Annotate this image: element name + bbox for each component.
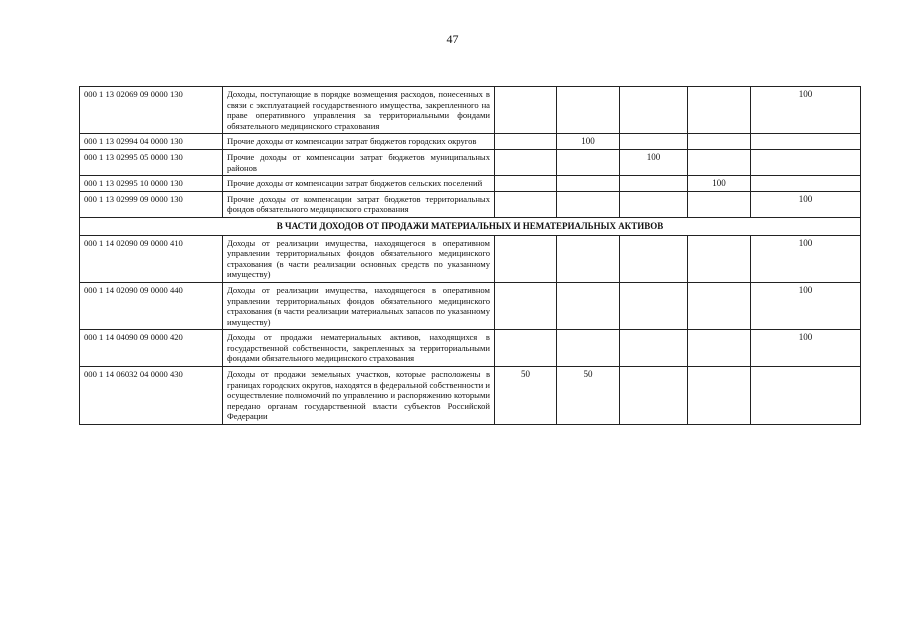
section-heading-row: [80, 217, 861, 235]
share-col-3: [620, 330, 688, 367]
kbk-code: 000 1 14 02090 09 0000 410: [80, 235, 223, 282]
share-col-2: [557, 282, 620, 329]
share-col-2: [557, 87, 620, 134]
income-description: Прочие доходы от компенсации затрат бюджетов городских округов: [223, 134, 495, 150]
kbk-code: 000 1 13 02994 04 0000 130: [80, 134, 223, 150]
table-row: [80, 191, 861, 217]
share-col-3: [620, 176, 688, 192]
share-col-2: 100: [557, 134, 620, 150]
share-col-4: [688, 87, 751, 134]
share-col-1: [495, 330, 557, 367]
share-col-3: [620, 87, 688, 134]
income-description: Прочие доходы от компенсации затрат бюджетов муниципальных районов: [223, 149, 495, 175]
income-description: Доходы от реализации имущества, находящегося в оперативном управлении территориальных фондов обязательного медицинского страхования (в части реализации основных средств по указанному имуществу): [223, 235, 495, 282]
share-col-1: [495, 235, 557, 282]
share-col-2: [557, 330, 620, 367]
page-number: 47: [446, 32, 459, 46]
share-col-1: [495, 149, 557, 175]
kbk-code: 000 1 14 04090 09 0000 420: [80, 330, 223, 367]
share-col-2: [557, 191, 620, 217]
share-col-3: [620, 191, 688, 217]
share-col-4: [688, 367, 751, 425]
share-col-5: 100: [751, 87, 861, 134]
kbk-code: 000 1 13 02995 10 0000 130: [80, 176, 223, 192]
share-col-2: [557, 235, 620, 282]
share-col-4: [688, 191, 751, 217]
section-heading: В ЧАСТИ ДОХОДОВ ОТ ПРОДАЖИ МАТЕРИАЛЬНЫХ И НЕМАТЕРИАЛЬНЫХ АКТИВОВ: [80, 217, 861, 235]
share-col-2: 50: [557, 367, 620, 425]
income-description: Прочие доходы от компенсации затрат бюджетов сельских поселений: [223, 176, 495, 192]
share-col-1: [495, 87, 557, 134]
share-col-3: [620, 367, 688, 425]
share-col-3: [620, 235, 688, 282]
kbk-code: 000 1 14 06032 04 0000 430: [80, 367, 223, 425]
share-col-2: [557, 176, 620, 192]
share-col-3: 100: [620, 149, 688, 175]
share-col-3: [620, 282, 688, 329]
income-description: Доходы от реализации имущества, находящегося в оперативном управлении территориальных фондов обязательного медицинского страхования (в части реализации материальных запасов по указанному имуществу): [223, 282, 495, 329]
kbk-code: 000 1 14 02090 09 0000 440: [80, 282, 223, 329]
share-col-5: [751, 367, 861, 425]
table-row: [80, 149, 861, 175]
kbk-code: 000 1 13 02995 05 0000 130: [80, 149, 223, 175]
share-col-4: [688, 282, 751, 329]
share-col-1: [495, 191, 557, 217]
share-col-5: [751, 149, 861, 175]
income-description: Доходы от продажи земельных участков, которые расположены в границах городских округов, находятся в федеральной собственности и осуществление полномочий по управлению и распоряжению которыми передано органам государственной власти субъектов Российской Федерации: [223, 367, 495, 425]
share-col-1: [495, 282, 557, 329]
share-col-2: [557, 149, 620, 175]
share-col-5: [751, 134, 861, 150]
share-col-4: [688, 149, 751, 175]
share-col-5: 100: [751, 191, 861, 217]
kbk-code: 000 1 13 02069 09 0000 130: [80, 87, 223, 134]
table-row: [80, 134, 861, 150]
share-col-1: [495, 176, 557, 192]
income-description: Прочие доходы от компенсации затрат бюджетов территориальных фондов обязательного медицинского страхования: [223, 191, 495, 217]
table-row: [80, 87, 861, 134]
share-col-5: 100: [751, 282, 861, 329]
share-col-1: [495, 134, 557, 150]
share-col-1: 50: [495, 367, 557, 425]
table-row: [80, 330, 861, 367]
share-col-5: [751, 176, 861, 192]
share-col-4: [688, 134, 751, 150]
table-row: [80, 367, 861, 425]
table-row: [80, 282, 861, 329]
income-distribution-table: [79, 86, 861, 425]
income-description: Доходы, поступающие в порядке возмещения расходов, понесенных в связи с эксплуатацией государственного имущества, закрепленного на праве оперативного управления за территориальными фондами обязательного медицинского страхования: [223, 87, 495, 134]
share-col-4: [688, 235, 751, 282]
kbk-code: 000 1 13 02999 09 0000 130: [80, 191, 223, 217]
share-col-5: 100: [751, 330, 861, 367]
table-row: [80, 176, 861, 192]
share-col-3: [620, 134, 688, 150]
table-row: [80, 235, 861, 282]
income-description: Доходы от продажи нематериальных активов, находящихся в государственной собственности, закрепленных за территориальными фондами обязательного медицинского страхования: [223, 330, 495, 367]
share-col-4: 100: [688, 176, 751, 192]
share-col-4: [688, 330, 751, 367]
share-col-5: 100: [751, 235, 861, 282]
